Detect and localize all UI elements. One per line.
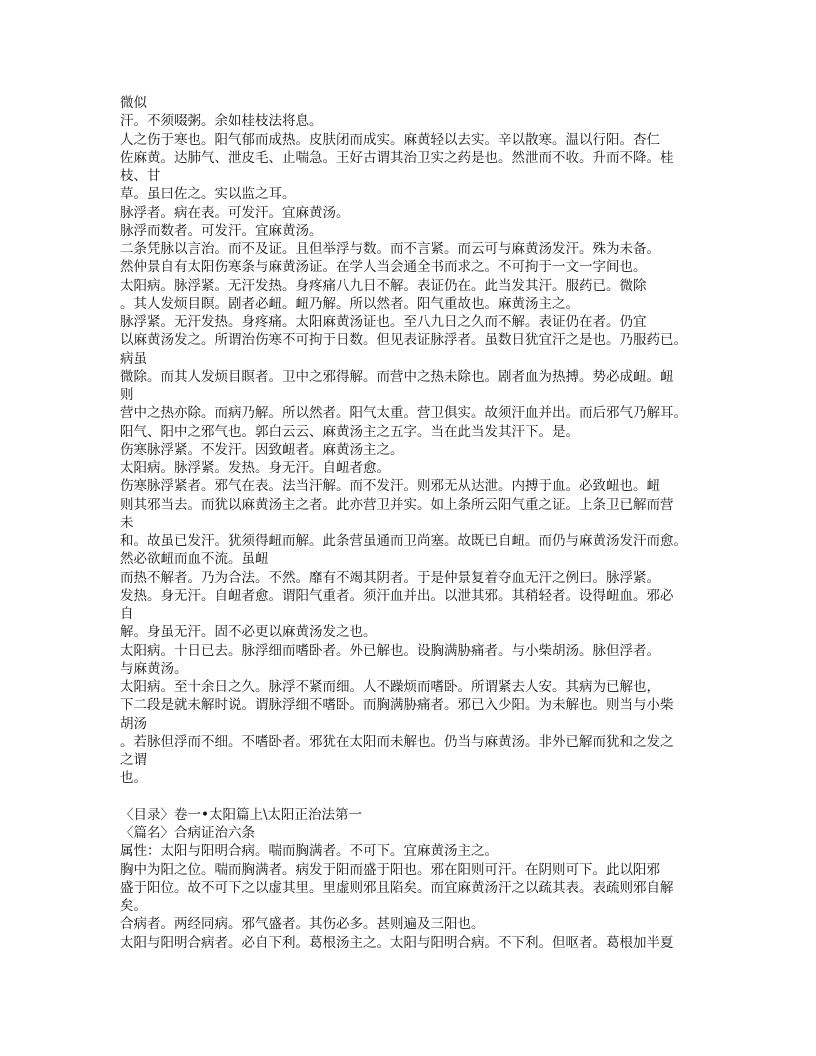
- text-line: 佐麻黄。达肺气、泄皮毛、止喘急。王好古谓其治卫实之药是也。然泄而不收。升而不降。桂: [120, 149, 674, 166]
- text-line: 自: [120, 606, 134, 622]
- text-line: 则: [120, 387, 134, 403]
- text-line: 脉浮紧。无汗发热。身疼痛。太阳麻黄汤证也。至八九日之久而不解。表证仍在者。仍宜: [120, 314, 647, 330]
- text-line: 然必欲衄而血不流。虽衄: [120, 551, 269, 568]
- text-line: 也。: [120, 770, 147, 787]
- chapter-title-line: 〈篇名〉合病证治六条: [120, 825, 255, 841]
- text-line: 下二段是就未解时说。谓脉浮细不嗜卧。而胸满胁痛者。邪已入少阳。为未解也。则当与小柴: [120, 697, 674, 714]
- text-line: 之谓: [120, 752, 147, 768]
- table-of-contents-line: 〈目录〉卷一•太阳篇上\太阳正治法第一: [120, 806, 363, 823]
- text-line: 。其人发烦目瞑。剧者必衄。衄乃解。所以然者。阳气重故也。麻黄汤主之。: [120, 295, 579, 312]
- text-line: 人之伤于寒也。阳气郁而成热。皮肤闭而成实。麻黄轻以去实。辛以散寒。温以行阳。杏仁: [120, 131, 660, 148]
- text-line: 枝、甘: [120, 168, 161, 184]
- text-line: 伤寒脉浮紧者。邪气在表。法当汗解。而不发汗。则邪无从达泄。内搏于血。必致衄也。衄: [120, 478, 660, 495]
- text-line: 则其邪当去。而犹以麻黄汤主之者。此亦营卫并实。如上条所云阳气重之证。上条卫已解而营: [120, 496, 674, 513]
- text-line: 二条凭脉以言治。而不及证。且但举浮与数。而不言紧。而云可与麻黄汤发汗。殊为未备。: [120, 241, 660, 257]
- text-line: 营中之热亦除。而病乃解。所以然者。阳气太重。营卫俱实。故须汗血并出。而后邪气乃解耳。: [120, 405, 687, 422]
- text-line: 和。故虽已发汗。犹须得衄而解。此条营虽通而卫尚塞。故既已自衄。而仍与麻黄汤发汗而愈。: [120, 533, 687, 549]
- text-line: 未: [120, 514, 134, 531]
- text-line: 胸中为阳之位。喘而胸满者。病发于阳而盛于阳也。邪在阳则可汗。在阴则可下。此以阳邪: [120, 861, 660, 878]
- text-line: 发热。身无汗。自衄者愈。谓阳气重者。须汗血并出。以泄其邪。其稍轻者。设得衄血。邪必: [120, 587, 674, 604]
- text-line: 病虽: [120, 350, 147, 367]
- document-page: [120, 94, 710, 952]
- text-line: 汗。不须啜粥。余如桂枝法将息。: [120, 113, 323, 130]
- text-line: 而热不解者。乃为合法。不然。靡有不竭其阴者。于是仲景复着夺血无汗之例曰。脉浮紧。: [120, 569, 660, 586]
- text-line: 太阳病。脉浮紧。无汗发热。身疼痛八九日不解。表证仍在。此当发其汗。服药已。微除: [120, 277, 647, 294]
- text-line: 太阳病。脉浮紧。发热。身无汗。自衄者愈。: [120, 460, 390, 476]
- blank-line: [120, 788, 710, 806]
- text-line: 太阳病。十日已去。脉浮细而嗜卧者。外已解也。设胸满胁痛者。与小柴胡汤。脉但浮者。: [120, 642, 660, 659]
- text-line: 脉浮者。病在表。可发汗。宜麻黄汤。: [120, 204, 350, 221]
- text-line: 太阳与阳明合病者。必自下利。葛根汤主之。太阳与阳明合病。不下利。但呕者。葛根加半夏: [120, 934, 674, 951]
- text-line: 以麻黄汤发之。所谓治伤寒不可拘于日数。但见表证脉浮者。虽数日犹宜汗之是也。乃服药已。: [120, 332, 687, 349]
- text-line: 胡汤: [120, 715, 147, 732]
- text-line: 脉浮而数者。可发汗。宜麻黄汤。: [120, 222, 323, 239]
- text-line: 草。虽曰佐之。实以监之耳。: [120, 186, 296, 203]
- text-line: 矣。: [120, 898, 147, 914]
- text-line: 阳气、阳中之邪气也。郭白云云、麻黄汤主之五字。当在此当发其汗下。是。: [120, 423, 579, 440]
- text-line: 然仲景自有太阳伤寒条与麻黄汤证。在学人当会通全书而求之。不可拘于一文一字间也。: [120, 259, 647, 276]
- text-line: 盛于阳位。故不可下之以虚其里。里虚则邪且陷矣。而宜麻黄汤汗之以疏其表。表疏则邪自解: [120, 879, 674, 896]
- text-line: 。若脉但浮而不细。不嗜卧者。邪犹在太阳而未解也。仍当与麻黄汤。非外已解而犹和之发之: [120, 733, 674, 750]
- text-line: 伤寒脉浮紧。不发汗。因致衄者。麻黄汤主之。: [120, 441, 404, 458]
- text-line: 微除。而其人发烦目瞑者。卫中之邪得解。而营中之热未除也。剧者血为热搏。势必成衄。衄: [120, 368, 674, 385]
- text-line: 太阳病。至十余日之久。脉浮不紧而细。人不躁烦而嗜卧。所谓紧去人安。其病为已解也，: [120, 679, 660, 695]
- text-line: 与麻黄汤。: [120, 660, 188, 677]
- text-line: 属性：太阳与阳明合病。喘而胸满者。不可下。宜麻黄汤主之。: [120, 843, 498, 860]
- text-line: 解。身虽无汗。固不必更以麻黄汤发之也。: [120, 624, 377, 641]
- text-line: 微似: [120, 95, 147, 111]
- text-line: 合病者。两经同病。邪气盛者。其伤必多。甚则遍及三阳也。: [120, 916, 485, 933]
